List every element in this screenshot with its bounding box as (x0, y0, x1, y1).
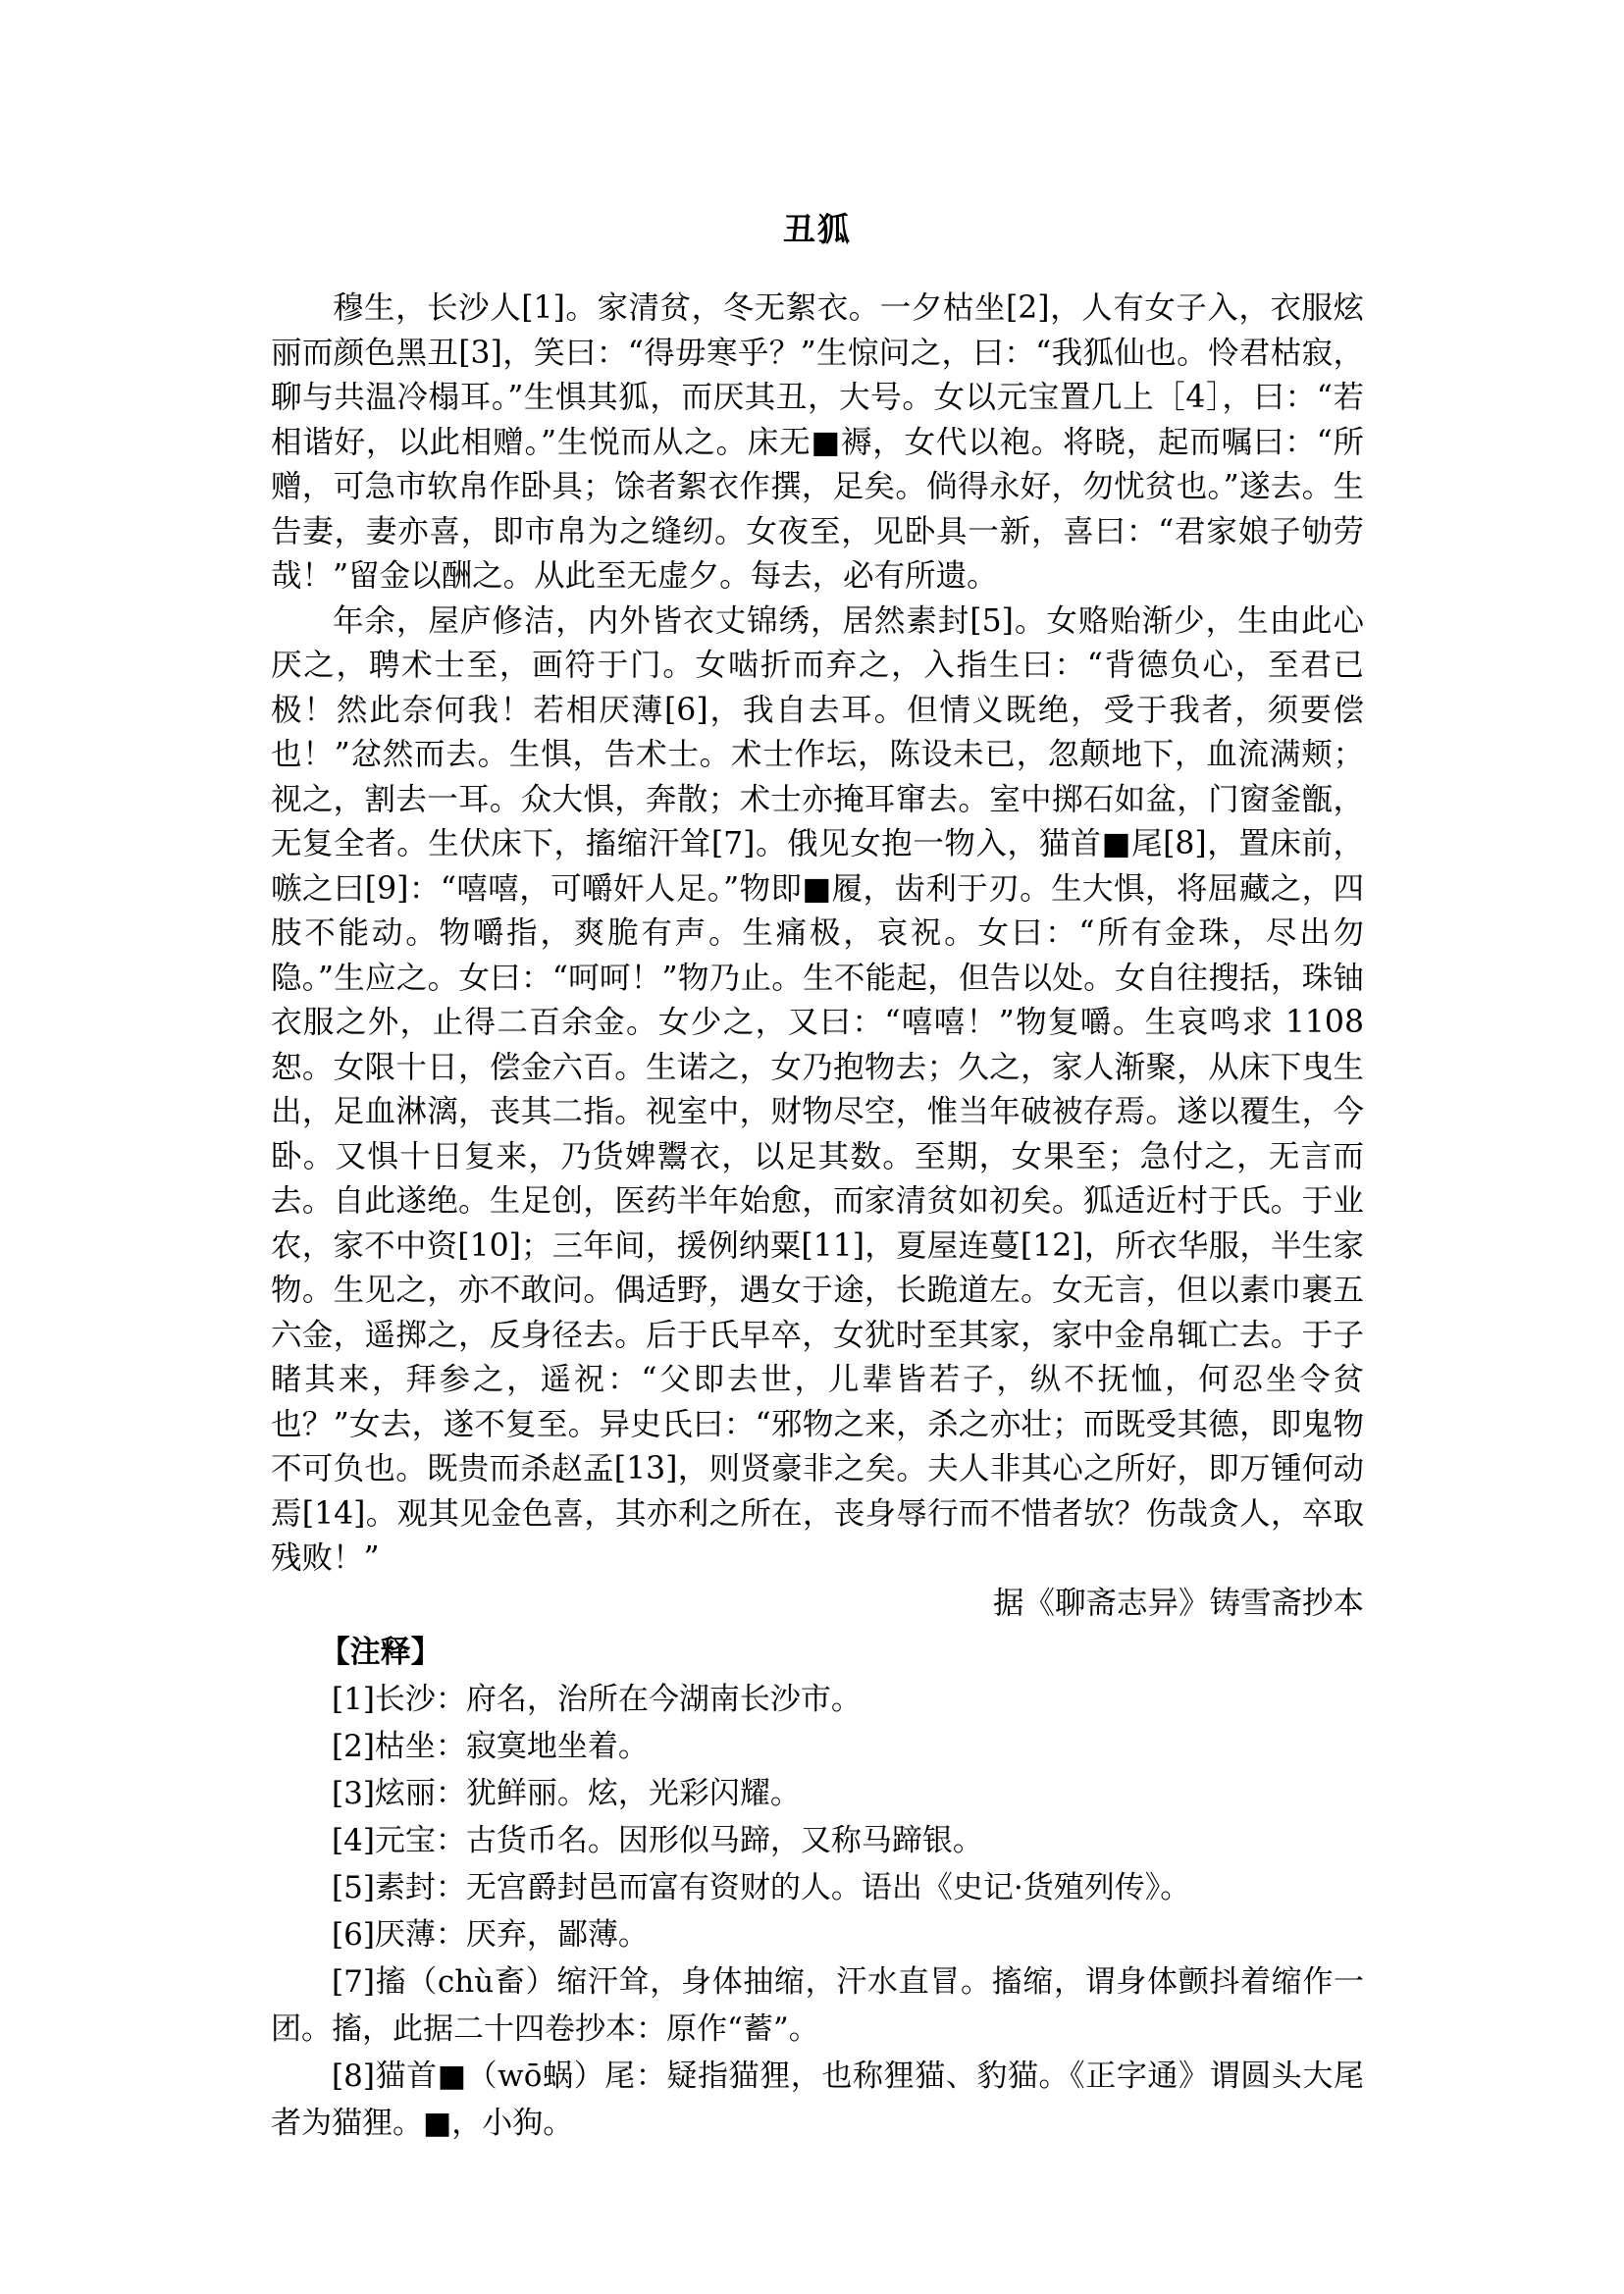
note-item-4: [4]元宝：古货币名。因形似马蹄，又称马蹄银。 (332, 1823, 983, 1858)
story-paragraph-2: 年余，屋庐修洁，内外皆衣丈锦绣，居然素封[5]。女赂贻渐少，生由此心厌之，聘术士至，画符于门。女啮折而弃之，入指生曰：“背德负心，至君已极！然此奈何我！若相厌薄[6]，我自去耳。但情义既绝，受于我者，须要偿也！”忿然而去。生惧，告术士。术士作坛，陈设未已，忽颠地下，血流满颊；视之，割去一耳。众大惧，奔散；术士亦掩耳窜去。室中掷石如盆，门窗釜甑，无复全者。生伏床下，搐缩汗耸[7]。俄见女抱一物入，猫首■尾[8]，置床前，嗾之曰[9]：“嘻嘻，可嚼奸人足。”物即■履，齿利于刃。生大惧，将屈藏之，四肢不能动。物嚼指，爽脆有声。生痛极，哀祝。女曰：“所有金珠，尽出勿隐。”生应之。女曰：“呵呵！”物乃止。生不能起，但告以处。女自往搜括，珠铀衣服之外，止得二百余金。女少之，又曰：“嘻嘻！”物复嚼。生哀鸣求 1108 恕。女限十日，偿金六百。生诺之，女乃抱物去；久之，家人渐聚，从床下曳生出，足血淋漓，丧其二指。视室中，财物尽空，惟当年破被存焉。遂以覆生，今卧。又惧十日复来，乃货婢鬻衣，以足其数。至期，女果至；急付之，无言而去。自此遂绝。生足创，医药半年始愈，而家清贫如初矣。狐适近村于氏。于业农，家不中资[10]；三年间，援例纳粟[11]，夏屋连蔓[12]，所衣华服，半生家物。生见之，亦不敢问。偶适野，遇女于途，长跪道左。女无言，但以素巾裹五六金，遥掷之，反身径去。后于氏早卒，女犹时至其家，家中金帛辄亡去。于子睹其来，拜参之，遥祝：“父即去世，儿辈皆若子，纵不抚恤，何忍坐令贫也？”女去，遂不复至。异史氏曰：“邪物之来，杀之亦壮；而既受其德，即鬼物不可负也。既贵而杀赵孟[13]，则贤豪非之矣。夫人非其心之所好，即万锺何动焉[14]。观其见金色喜，其亦利之所在，丧身辱行而不惜者欤？伤哉贪人，卒取残败！” (271, 602, 1364, 1576)
note-item-8: [8]猫首■（wō蜗）尾：疑指猫狸，也称狸猫、豹猫。《正字通》谓圆头大尾者为猫狸。■，小狗。 (271, 2059, 1364, 2141)
document-title: 丑狐 (783, 210, 852, 248)
notes-section (271, 1629, 1364, 2147)
notes-heading: 【注释】 (319, 1635, 442, 1670)
note-item-5: [5]素封：无宫爵封邑而富有资财的人。语出《史记·货殖列传》。 (332, 1870, 1191, 1905)
source-citation: 据《聊斋志异》铸雪斋抄本 (992, 1585, 1364, 1621)
note-item-2: [2]枯坐：寂寞地坐着。 (332, 1729, 649, 1764)
note-item-1: [1]长沙：府名，治所在今湖南长沙市。 (332, 1682, 862, 1717)
note-item-3: [3]炫丽：犹鲜丽。炫，光彩闪耀。 (332, 1776, 801, 1811)
story-body (271, 287, 1364, 1626)
note-item-7: [7]搐（chù畜）缩汗耸，身体抽缩，汗水直冒。搐缩，谓身体颤抖着缩作一团。搐，此据二十四卷抄本：原作“蓄”。 (271, 1964, 1364, 2047)
story-paragraph-1: 穆生，长沙人[1]。家清贫，冬无絮衣。一夕枯坐[2]，人有女子入，衣服炫丽而颜色黑丑[3]，笑曰：“得毋寒乎？”生惊问之，曰：“我狐仙也。怜君枯寂，聊与共温冷榻耳。”生惧其狐，而厌其丑，大号。女以元宝置几上［4］，曰：“若相谐好，以此相赠。”生悦而从之。床无■褥，女代以袍。将晓，起而嘱曰：“所赠，可急市软帛作卧具；馀者絮衣作撰，足矣。倘得永好，勿忧贫也。”遂去。生告妻，妻亦喜，即市帛为之缝纫。女夜至，见卧具一新，喜曰：“君家娘子劬劳哉！”留金以酬之。从此至无虚夕。每去，必有所遗。 (271, 290, 1364, 594)
note-item-6: [6]厌薄：厌弃，鄙薄。 (332, 1917, 649, 1953)
